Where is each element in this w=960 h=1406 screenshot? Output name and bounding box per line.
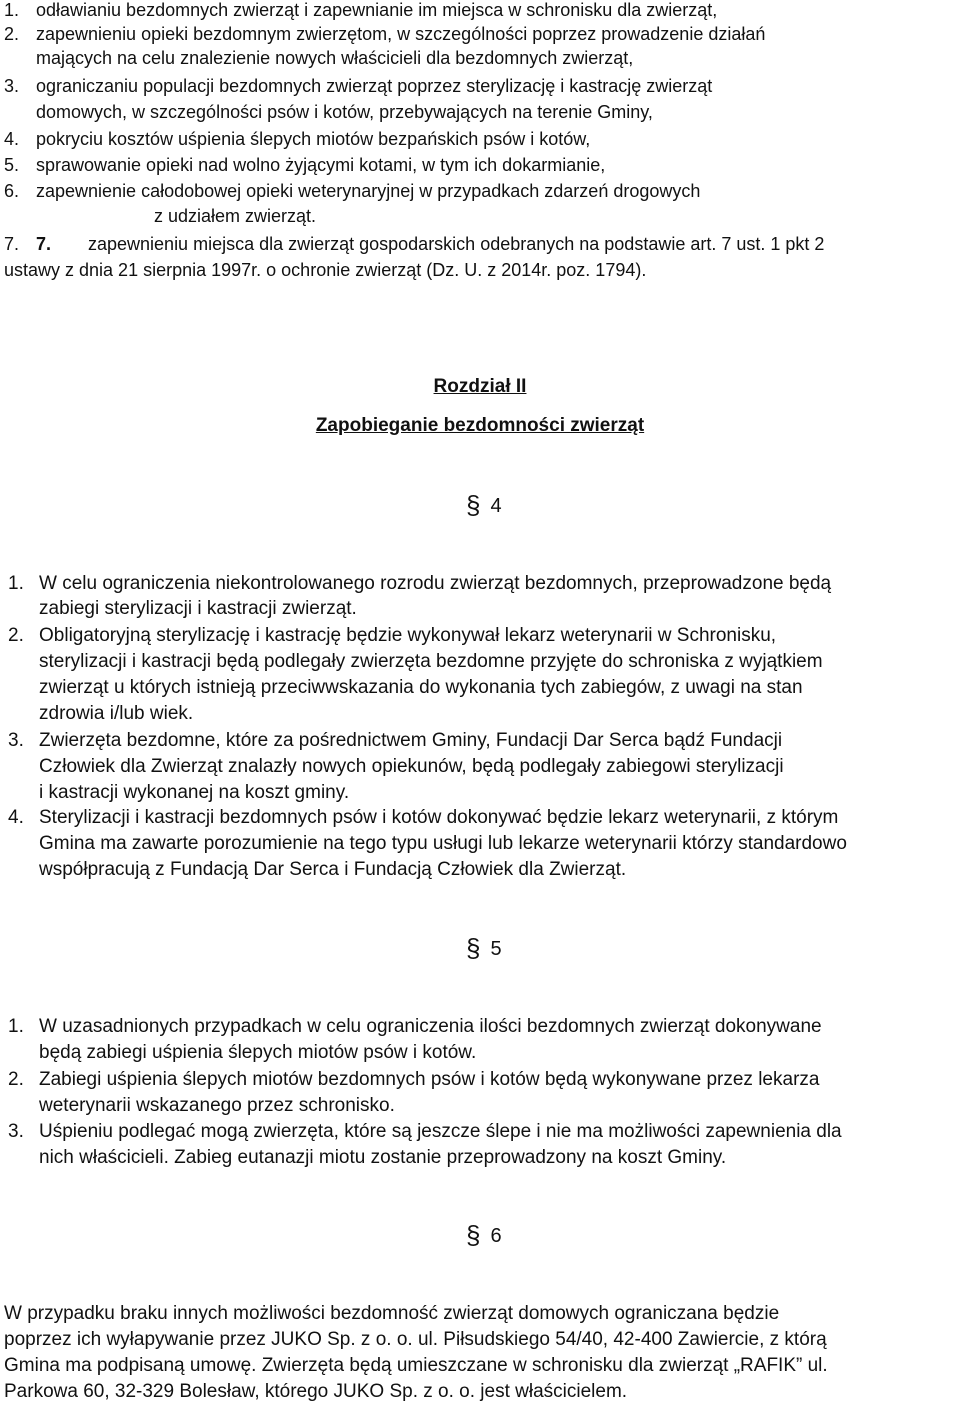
list-item-text: W celu ograniczenia niekontrolowanego rozrodu zwierząt bezdomnych, przeprowadzone będą bbox=[39, 573, 832, 594]
list-item-text: Sterylizacji i kastracji bezdomnych psów i kotów dokonywać będzie lekarz weterynarii, z którym bbox=[39, 807, 839, 828]
list-item-text: Zabiegi uśpienia ślepych miotów bezdomnych psów i kotów będą wykonywane przez lekarza bbox=[39, 1069, 820, 1090]
paragraph-line: Gmina ma podpisaną umowę. Zwierzęta będą umieszczane w schronisku dla zwierząt „RAFIK” ul. bbox=[4, 1355, 828, 1376]
list-number: 3. bbox=[8, 730, 24, 751]
list-item-text: sprawowanie opieki nad wolno żyjącymi kotami, w tym ich dokarmianie, bbox=[36, 155, 606, 175]
list-item-text: pokryciu kosztów uśpienia ślepych miotów bezpańskich psów i kotów, bbox=[36, 129, 591, 149]
section-number: 6 bbox=[490, 1225, 502, 1247]
list-number: 1. bbox=[8, 1016, 24, 1037]
list-item-text: będą zabiegi uśpienia ślepych miotów psów i kotów. bbox=[39, 1042, 477, 1063]
chapter-title: Rozdział II bbox=[433, 376, 527, 397]
list-item-text: zwierząt u których istnieją przeciwwskazania do wykonania tych zabiegów, z uwagi na stan bbox=[39, 677, 803, 698]
list-item-text: Człowiek dla Zwierząt znalazły nowych opiekunów, będą podlegały zabiegowi sterylizacji bbox=[39, 756, 784, 777]
section-heading bbox=[466, 933, 502, 963]
list-number: 4. bbox=[8, 807, 24, 828]
paragraph-sign-icon: § bbox=[466, 490, 481, 520]
list-item-text: ograniczaniu populacji bezdomnych zwierząt poprzez sterylizację i kastrację zwierząt bbox=[36, 76, 713, 96]
list-item-text: zapewnienie całodobowej opieki weterynaryjnej w przypadkach zdarzeń drogowych bbox=[36, 181, 701, 201]
list-item-text: z udziałem zwierząt. bbox=[154, 206, 317, 226]
list-number: 3. bbox=[8, 1121, 24, 1142]
list-item-text: Obligatoryjną sterylizację i kastrację będzie wykonywał lekarz weterynarii w Schronisku, bbox=[39, 625, 777, 646]
list-item-text: sterylizacji i kastracji będą podlegały zwierzęta bezdomne przyjęte do schroniska z wyjątkiem bbox=[39, 651, 823, 672]
section-heading bbox=[466, 1220, 502, 1250]
paragraph-sign-icon: § bbox=[466, 933, 481, 963]
list-number: 1. bbox=[4, 0, 20, 20]
paragraph-line: poprzez ich wyłapywanie przez JUKO Sp. z o. o. ul. Piłsudskiego 54/40, 42-400 Zawiercie, z którą bbox=[4, 1329, 827, 1350]
list-item-text: mających na celu znalezienie nowych właścicieli dla bezdomnych zwierząt, bbox=[36, 48, 634, 68]
paragraph-line: W przypadku braku innych możliwości bezdomność zwierząt domowych ograniczana będzie bbox=[4, 1303, 780, 1324]
list-number: 1. bbox=[8, 573, 24, 594]
list-item-text: zapewnieniu miejsca dla zwierząt gospodarskich odebranych na podstawie art. 7 ust. 1 pkt 2 bbox=[88, 234, 825, 254]
list-item-text: odławianiu bezdomnych zwierząt i zapewnianie im miejsca w schronisku dla zwierząt, bbox=[36, 0, 718, 20]
list-item-text: i kastracji wykonanej na koszt gminy. bbox=[39, 782, 350, 803]
section-heading bbox=[466, 490, 502, 520]
list-item-text: W uzasadnionych przypadkach w celu ograniczenia ilości bezdomnych zwierząt dokonywane bbox=[39, 1016, 822, 1037]
list-item-text: nich właścicieli. Zabieg eutanazji miotu zostanie przeprowadzony na koszt Gminy. bbox=[39, 1147, 727, 1168]
list-number-bold: 7. bbox=[36, 234, 52, 254]
list-item-text: Uśpieniu podlegać mogą zwierzęta, które są jeszcze ślepe i nie ma możliwości zapewnienia dla bbox=[39, 1121, 842, 1142]
section-number: 4 bbox=[490, 495, 502, 517]
list-number: 6. bbox=[4, 181, 20, 201]
list-number: 2. bbox=[8, 1069, 24, 1090]
section-number: 5 bbox=[490, 938, 502, 960]
list-number: 5. bbox=[4, 155, 20, 175]
list-item-text: współpracują z Fundacją Dar Serca i Fundacją Człowiek dla Zwierząt. bbox=[39, 859, 627, 880]
list-item-text: weterynarii wskazanego przez schronisko. bbox=[39, 1095, 395, 1116]
paragraph-line: Parkowa 60, 32-329 Bolesław, którego JUKO Sp. z o. o. jest właścicielem. bbox=[4, 1381, 628, 1402]
list-number: 2. bbox=[4, 24, 20, 44]
paragraph-sign-icon: § bbox=[466, 1220, 481, 1250]
list-item-text: Zwierzęta bezdomne, które za pośrednictwem Gminy, Fundacji Dar Serca bądź Fundacji bbox=[39, 730, 783, 751]
list-number: 3. bbox=[4, 76, 20, 96]
list-number: 2. bbox=[8, 625, 24, 646]
list-item-text: domowych, w szczególności psów i kotów, przebywających na terenie Gminy, bbox=[36, 102, 653, 122]
chapter-subtitle: Zapobieganie bezdomności zwierząt bbox=[315, 415, 645, 436]
list-item-text: zdrowia i/lub wiek. bbox=[39, 703, 194, 724]
list-item-text: zapewnieniu opieki bezdomnym zwierzętom, w szczególności poprzez prowadzenie działań bbox=[36, 24, 766, 44]
list-number: 4. bbox=[4, 129, 20, 149]
list-number: 7. bbox=[4, 234, 20, 254]
list-item-text: Gmina ma zawarte porozumienie na tego typu usługi lub lekarze weterynarii którzy standardowo bbox=[39, 833, 847, 854]
list-item-text: ustawy z dnia 21 sierpnia 1997r. o ochronie zwierząt (Dz. U. z 2014r. poz. 1794). bbox=[4, 260, 647, 280]
list-item-text: zabiegi sterylizacji i kastracji zwierząt. bbox=[39, 598, 357, 619]
